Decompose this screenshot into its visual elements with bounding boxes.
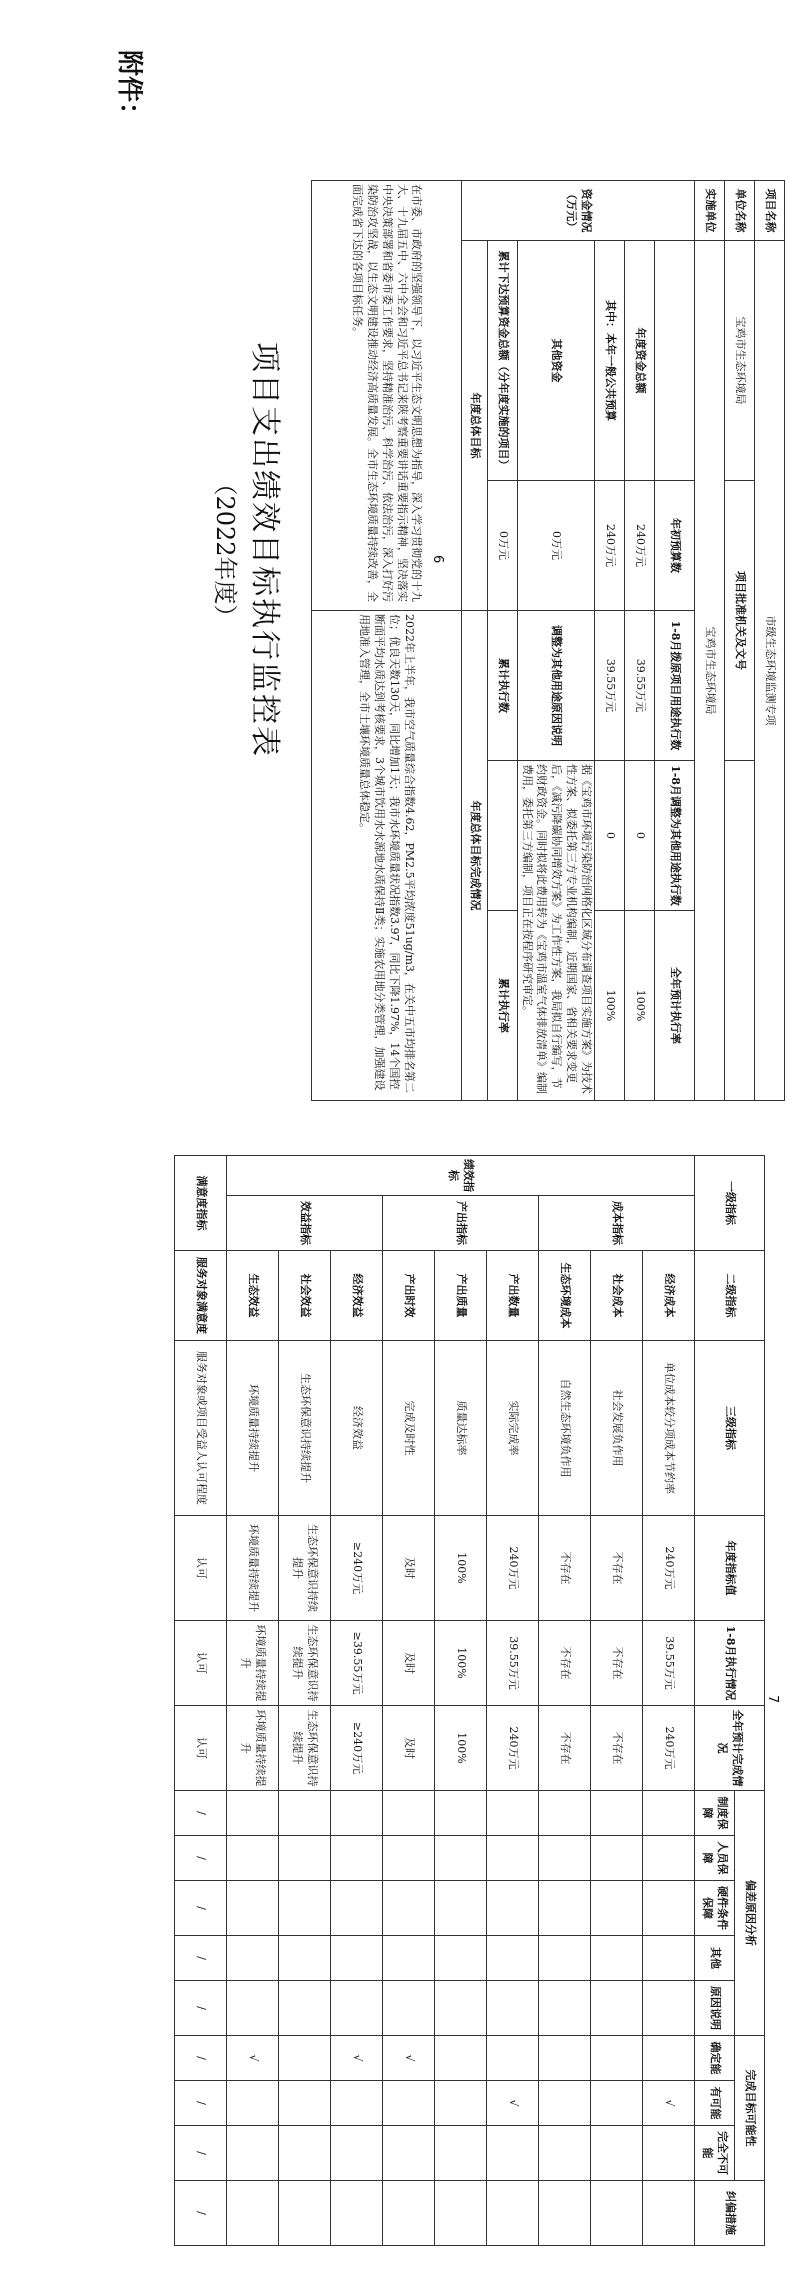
deviation-cell xyxy=(227,1791,279,1836)
funds-cell: 240万元 xyxy=(625,481,655,611)
jan-aug-cell: 认可 xyxy=(175,1621,227,1706)
funds-cell: 39.55万元 xyxy=(595,611,625,761)
full-year-cell: 240万元 xyxy=(643,1706,695,1791)
corrective-cell xyxy=(435,2181,487,2246)
possibility-cell xyxy=(383,2126,435,2181)
possibility-cell: / xyxy=(175,2036,227,2081)
deviation-cell xyxy=(227,1836,279,1881)
deviation-cell: / xyxy=(175,1836,227,1881)
possibility-cell xyxy=(227,2081,279,2126)
adjust-reason-label: 调整为其他用途原因说明 xyxy=(517,611,594,761)
dept-name: 宝鸡市生态环境局 xyxy=(725,241,755,481)
deviation-cell xyxy=(591,1791,643,1836)
possibility-cell xyxy=(591,2036,643,2081)
level2-cell: 产出时效 xyxy=(383,1251,435,1341)
funds-cell: 240万元 xyxy=(595,481,625,611)
deviation-cell: / xyxy=(175,1936,227,1981)
annual-goal-label: 年度总体目标 xyxy=(461,241,487,611)
possibility-cell: √ xyxy=(227,2036,279,2081)
header-reason: 原因说明 xyxy=(695,1981,735,2036)
deviation-cell xyxy=(435,1836,487,1881)
performance-indicator-table xyxy=(174,1155,765,2246)
funds-header-adjust: 1-8月调整为其他用途执行数 xyxy=(655,761,695,911)
possibility-cell xyxy=(539,2126,591,2181)
full-year-cell: ≥240万元 xyxy=(331,1706,383,1791)
jan-aug-cell: 39.55万元 xyxy=(643,1621,695,1706)
header-jan-aug: 1-8月执行情况 xyxy=(695,1621,765,1706)
deviation-cell xyxy=(383,1881,435,1936)
table-row xyxy=(383,1156,435,2246)
header-poss-maybe: 有可能 xyxy=(695,2081,735,2126)
page-number: 7 xyxy=(765,1695,780,1704)
impl-name: 宝鸡市生态环境局 xyxy=(695,241,725,1101)
corrective-cell xyxy=(539,2181,591,2246)
funds-header-rate: 全年预计执行率 xyxy=(655,911,695,1101)
possibility-cell xyxy=(435,2126,487,2181)
jan-aug-cell: 环境质量持续提升 xyxy=(227,1621,279,1706)
header-corrective: 纠偏措施 xyxy=(695,2181,765,2246)
funds-row-label: 年度资金总额 xyxy=(625,241,655,481)
possibility-cell: / xyxy=(175,2126,227,2181)
possibility-cell xyxy=(591,2081,643,2126)
level3-cell: 环境质量持续提升 xyxy=(227,1341,279,1516)
table-row xyxy=(643,1156,695,2246)
deviation-cell xyxy=(383,1836,435,1881)
deviation-cell xyxy=(227,1981,279,2036)
deviation-cell xyxy=(279,1981,331,2036)
header-dev-staff: 人员保障 xyxy=(695,1836,735,1881)
level1-cell: 成本指标 xyxy=(539,1196,695,1251)
annual-cell: 不存在 xyxy=(591,1516,643,1621)
corrective-cell xyxy=(331,2181,383,2246)
table-row xyxy=(435,1156,487,2246)
full-year-cell: 100% xyxy=(435,1706,487,1791)
header-dev-system: 制度保障 xyxy=(695,1791,735,1836)
header-level3: 三级指标 xyxy=(695,1341,765,1516)
dept-label: 单位名称 xyxy=(725,181,755,241)
deviation-cell xyxy=(435,1936,487,1981)
possibility-cell xyxy=(227,2126,279,2181)
level1-cell: 效益指标 xyxy=(227,1196,383,1251)
funds-section-label: 资金情况（万元） xyxy=(461,181,694,241)
annual-cell: 环境质量持续提升 xyxy=(227,1516,279,1621)
level3-cell: 经济效益 xyxy=(331,1341,383,1516)
deviation-cell xyxy=(331,1791,383,1836)
deviation-cell xyxy=(539,1981,591,2036)
level3-cell: 自然生态环境负作用 xyxy=(539,1341,591,1516)
header-dev-hardware: 硬件条件保障 xyxy=(695,1881,735,1936)
table-row xyxy=(591,1156,643,2246)
level2-cell: 产出数量 xyxy=(487,1251,539,1341)
adjust-reason-text: 据《宝鸡市环境污染防治网格化区域分布调查项目实施方案》为技术性方案、拟委托第三方专业机构编制，近期国家、省相关要求变更后，《减污降碳协同增效方案》为工作性方案，我局拟自行编写，节约财政资金。同时拟将此费用转为《宝鸡市温室气体排放清单》编制费用，委托第三方编制，项目正在按程序研究审定。 xyxy=(517,761,594,1101)
header-poss-sure: 确定能 xyxy=(695,2036,735,2081)
possibility-cell: √ xyxy=(331,2036,383,2081)
possibility-cell xyxy=(643,2036,695,2081)
header-annual: 年度指标值 xyxy=(695,1516,765,1621)
performance-rows xyxy=(175,1156,695,2246)
corrective-cell xyxy=(383,2181,435,2246)
funds-header-budget: 年初预算数 xyxy=(655,481,695,611)
group-label: 绩效指标 xyxy=(227,1156,695,1196)
annual-cell: 及时 xyxy=(383,1516,435,1621)
possibility-cell: √ xyxy=(383,2036,435,2081)
funds-cell: 0万元 xyxy=(517,481,594,611)
level3-cell: 单位成本较分项成本节约率 xyxy=(643,1341,695,1516)
corrective-cell xyxy=(643,2181,695,2246)
monitor-form-page-6 xyxy=(30,10,790,1110)
form-year: （2022年度） xyxy=(211,471,239,629)
deviation-cell xyxy=(487,1881,539,1936)
deviation-cell xyxy=(643,1981,695,2036)
table-row xyxy=(175,1156,227,2246)
level2-cell: 经济效益 xyxy=(331,1251,383,1341)
deviation-cell xyxy=(435,1791,487,1836)
funds-cell: 39.55万元 xyxy=(625,611,655,761)
level3-cell: 服务对象或项目受益人认可程度 xyxy=(175,1341,227,1516)
funds-cell: 0 xyxy=(625,761,655,911)
possibility-cell xyxy=(383,2081,435,2126)
funds-cell: 100% xyxy=(625,911,655,1101)
project-name-label: 项目名称 xyxy=(755,181,785,241)
jan-aug-cell: 不存在 xyxy=(539,1621,591,1706)
full-year-cell: 认可 xyxy=(175,1706,227,1791)
cumulative-exec-label: 累计执行数 xyxy=(487,611,517,761)
deviation-cell xyxy=(643,1836,695,1881)
deviation-cell xyxy=(487,1836,539,1881)
level3-cell: 社会发展负作用 xyxy=(591,1341,643,1516)
level2-cell: 经济成本 xyxy=(643,1251,695,1341)
deviation-cell xyxy=(539,1836,591,1881)
deviation-cell xyxy=(591,1981,643,2036)
possibility-cell xyxy=(435,2081,487,2126)
annual-progress-text: 2022年上半年，我市空气质量综合指数4.62，PM2.5平均浓度51ug/m3，在关中五市均排名第二位；优良天数130天，同比增加1天；我市水环境质量状况指数3.97，同比下降1.97%，14个国控断面平均水质达到考核要求，3个城市饮用水水源地水质保持Ⅱ类；实施农用地分类管理，加强建设用地准入管理，全市土壤环境质量总体稳定。 xyxy=(311,611,461,1101)
form-title: 项目支出绩效目标执行监控表 xyxy=(247,342,282,758)
full-year-cell: 环境质量持续提升 xyxy=(227,1706,279,1791)
possibility-cell xyxy=(539,2036,591,2081)
annual-cell: 240万元 xyxy=(643,1516,695,1621)
deviation-cell: / xyxy=(175,1981,227,2036)
approve-value xyxy=(725,761,755,1101)
page-number: 6 xyxy=(430,555,445,564)
level2-cell: 生态环境成本 xyxy=(539,1251,591,1341)
possibility-cell xyxy=(435,2036,487,2081)
full-year-cell: 240万元 xyxy=(487,1706,539,1791)
deviation-cell xyxy=(331,1981,383,2036)
project-name: 市级生态环境监测专项 xyxy=(755,241,785,1101)
level3-cell: 完成及时性 xyxy=(383,1341,435,1516)
deviation-cell xyxy=(331,1881,383,1936)
deviation-cell xyxy=(279,1936,331,1981)
level1-cell: 满意度指标 xyxy=(175,1156,227,1251)
level3-cell: 质量达标率 xyxy=(435,1341,487,1516)
deviation-cell xyxy=(591,1881,643,1936)
deviation-cell xyxy=(591,1836,643,1881)
deviation-cell xyxy=(331,1836,383,1881)
annual-cell: 生态环保意识持续提升 xyxy=(279,1516,331,1621)
deviation-cell xyxy=(435,1981,487,2036)
full-year-cell: 及时 xyxy=(383,1706,435,1791)
corrective-cell xyxy=(279,2181,331,2246)
deviation-cell xyxy=(643,1881,695,1936)
possibility-cell: √ xyxy=(487,2081,539,2126)
annual-cell: 不存在 xyxy=(539,1516,591,1621)
jan-aug-cell: 不存在 xyxy=(591,1621,643,1706)
deviation-cell xyxy=(591,1936,643,1981)
deviation-cell xyxy=(539,1936,591,1981)
deviation-cell: / xyxy=(175,1791,227,1836)
possibility-cell xyxy=(331,2126,383,2181)
cumulative-rate-label: 累计执行率 xyxy=(487,911,517,1101)
monitor-form-page-7 xyxy=(30,1150,790,2250)
level2-cell: 产出质量 xyxy=(435,1251,487,1341)
level2-cell: 社会成本 xyxy=(591,1251,643,1341)
jan-aug-cell: 100% xyxy=(435,1621,487,1706)
jan-aug-cell: 及时 xyxy=(383,1621,435,1706)
level3-cell: 实际完成率 xyxy=(487,1341,539,1516)
deviation-cell xyxy=(487,1981,539,2036)
header-level1: 一级指标 xyxy=(695,1156,765,1251)
deviation-cell xyxy=(383,1936,435,1981)
impl-label: 实施单位 xyxy=(695,181,725,241)
annual-progress-label: 年度总体目标完成情况 xyxy=(461,611,487,1101)
deviation-cell xyxy=(279,1791,331,1836)
possibility-cell xyxy=(539,2081,591,2126)
full-year-cell: 不存在 xyxy=(591,1706,643,1791)
attachment-label: 附件： xyxy=(114,50,144,129)
possibility-cell xyxy=(487,2036,539,2081)
level2-cell: 社会效益 xyxy=(279,1251,331,1341)
corrective-cell xyxy=(227,2181,279,2246)
funds-row-label: 其他资金 xyxy=(517,241,594,481)
approve-label: 项目批准机关及文号 xyxy=(725,481,755,761)
possibility-cell xyxy=(279,2036,331,2081)
jan-aug-cell: 39.55万元 xyxy=(487,1621,539,1706)
deviation-cell xyxy=(643,1791,695,1836)
possibility-cell xyxy=(331,2081,383,2126)
deviation-cell xyxy=(279,1881,331,1936)
jan-aug-cell: ≥39.55万元 xyxy=(331,1621,383,1706)
header-full-year: 全年预计完成情况 xyxy=(695,1706,765,1791)
table-row xyxy=(331,1156,383,2246)
deviation-cell xyxy=(435,1881,487,1936)
deviation-cell: / xyxy=(175,1881,227,1936)
annual-cell: 240万元 xyxy=(487,1516,539,1621)
possibility-cell xyxy=(643,2126,695,2181)
funds-cell: 0 xyxy=(595,761,625,911)
jan-aug-cell: 生态环保意识持续提升 xyxy=(279,1621,331,1706)
deviation-cell xyxy=(331,1936,383,1981)
header-possibility: 完成目标可能性 xyxy=(735,2036,765,2181)
deviation-cell xyxy=(383,1981,435,2036)
project-info-table xyxy=(311,180,785,1101)
level2-cell: 生态效益 xyxy=(227,1251,279,1341)
deviation-cell xyxy=(383,1791,435,1836)
full-year-cell: 生态环保意识持续提升 xyxy=(279,1706,331,1791)
funds-row-label: 其中：本年一般公共预算 xyxy=(595,241,625,481)
funds-header-exec: 1-8月拨原项目用途执行数 xyxy=(655,611,695,761)
level1-cell: 产出指标 xyxy=(383,1196,539,1251)
deviation-cell xyxy=(487,1791,539,1836)
deviation-cell xyxy=(279,1836,331,1881)
table-row xyxy=(279,1156,331,2246)
level3-cell: 生态环保意识持续提升 xyxy=(279,1341,331,1516)
possibility-cell xyxy=(279,2126,331,2181)
annual-cell: ≥240万元 xyxy=(331,1516,383,1621)
annual-cell: 100% xyxy=(435,1516,487,1621)
deviation-cell xyxy=(539,1881,591,1936)
corrective-cell: / xyxy=(175,2181,227,2246)
table-row xyxy=(539,1156,591,2246)
deviation-cell xyxy=(487,1936,539,1981)
table-row xyxy=(487,1156,539,2246)
possibility-cell xyxy=(591,2126,643,2181)
annual-cell: 认可 xyxy=(175,1516,227,1621)
possibility-cell xyxy=(487,2126,539,2181)
possibility-cell: / xyxy=(175,2081,227,2126)
header-poss-impossible: 完全不可能 xyxy=(695,2126,735,2181)
possibility-cell: √ xyxy=(643,2081,695,2126)
deviation-cell xyxy=(227,1881,279,1936)
deviation-cell xyxy=(539,1791,591,1836)
full-year-cell: 不存在 xyxy=(539,1706,591,1791)
cumulative-label: 累计下达预算资金总额（分年度实施的项目） xyxy=(487,241,517,481)
level2-cell: 服务对象满意度 xyxy=(175,1251,227,1341)
annual-goal-text: 在市委、市政府的坚强领导下，以习近平生态文明思想为指导，深入学习贯彻党的十九大、十九届五中、六中全会和习近平总书记来陕考察重要讲话重要指示精神，坚决落实中央决策部署和省委市委工作要求，坚持精准治污、科学治污、依法治污，深入打好污染防治攻坚战，以生态文明建设推动经济高质量发展。全市生态环境质量持续改善，全面完成省下达的各项目标任务。 xyxy=(311,181,461,611)
possibility-cell xyxy=(279,2081,331,2126)
table-row xyxy=(227,1156,279,2246)
header-deviation: 偏差原因分析 xyxy=(735,1791,765,2036)
deviation-cell xyxy=(227,1936,279,1981)
deviation-cell xyxy=(643,1936,695,1981)
header-dev-other: 其他 xyxy=(695,1936,735,1981)
corrective-cell xyxy=(487,2181,539,2246)
funds-cell: 100% xyxy=(595,911,625,1101)
corrective-cell xyxy=(591,2181,643,2246)
cumulative-value: 0万元 xyxy=(487,481,517,611)
header-level2: 二级指标 xyxy=(695,1251,765,1341)
